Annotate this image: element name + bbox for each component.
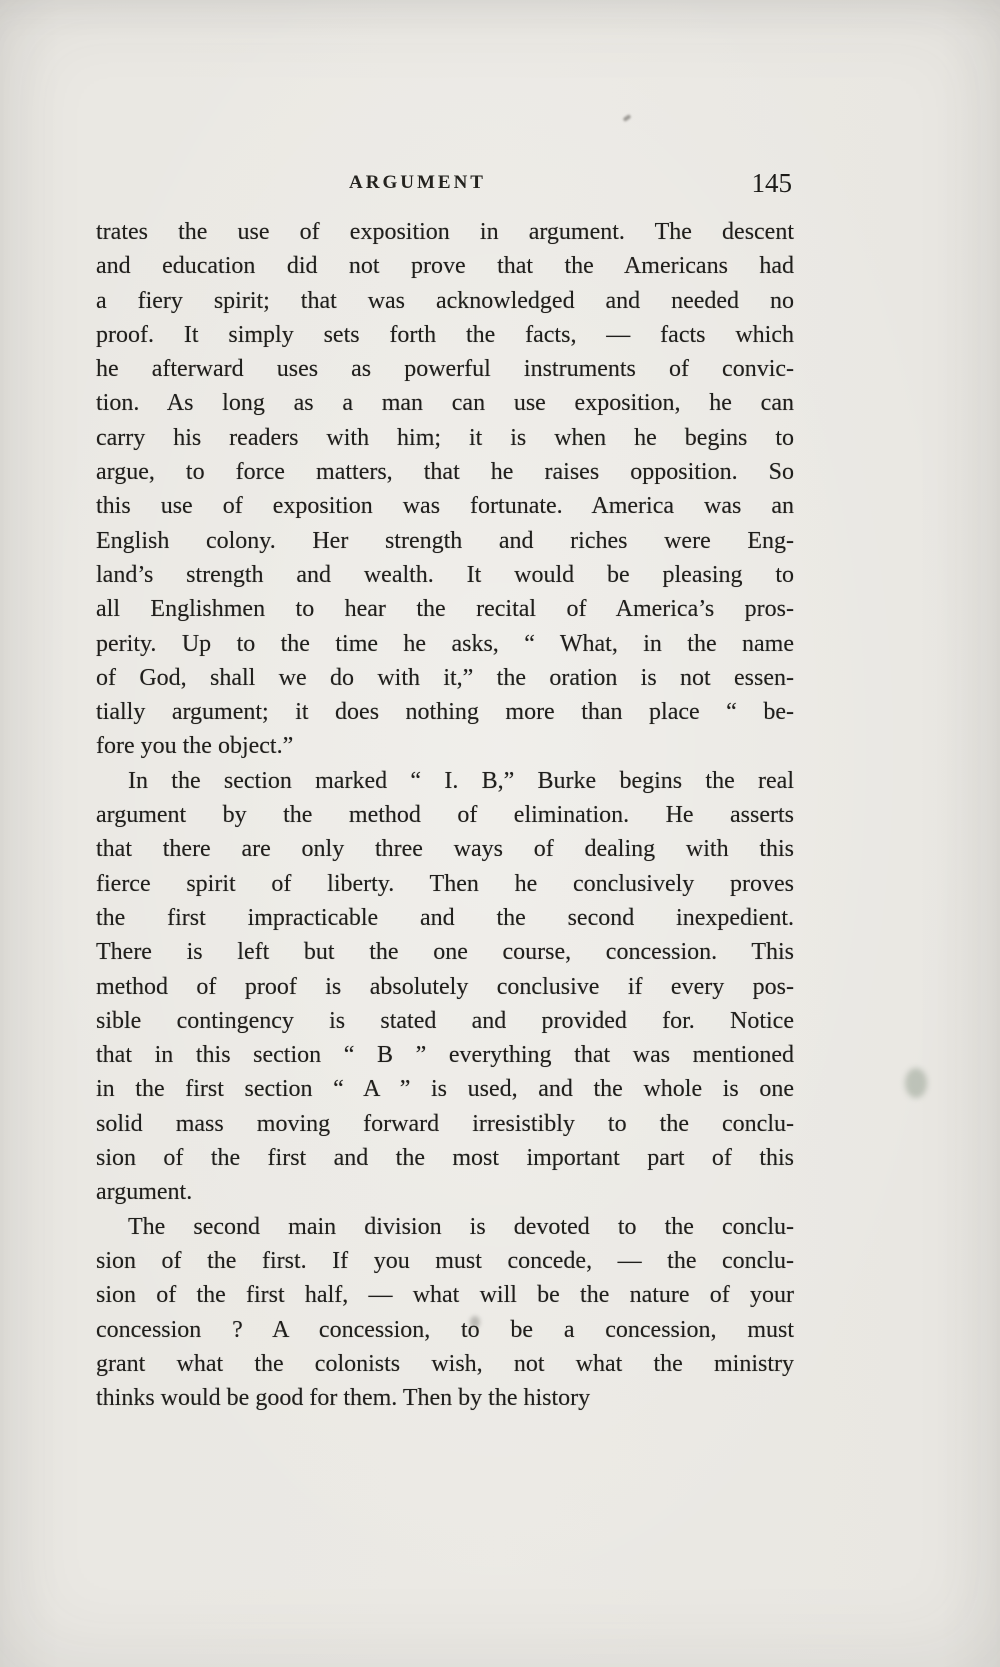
paragraph xyxy=(96,215,794,764)
text-line: perity. Up to the time he asks, “ What, in the name xyxy=(96,630,794,657)
text-line: sible contingency is stated and provided for. Notice xyxy=(96,1007,794,1034)
text-line: carry his readers with him; it is when he begins to xyxy=(96,424,794,451)
text-line: sion of the first and the most important part of this xyxy=(96,1145,794,1172)
text-line: There is left but the one course, concession. This xyxy=(96,939,794,966)
text-line: sion of the first half, — what will be the nature of your xyxy=(96,1282,794,1309)
text-line: all Englishmen to hear the recital of America’s pros- xyxy=(96,596,794,623)
text-line: The second main division is devoted to the conclu- xyxy=(128,1213,794,1240)
text-line: grant what the colonists wish, not what the ministry xyxy=(96,1350,794,1377)
text-line: this use of exposition was fortunate. America was an xyxy=(96,493,794,520)
scan-mark xyxy=(623,114,632,122)
text-line: tially argument; it does nothing more than place “ be- xyxy=(96,699,794,726)
text-line: trates the use of exposition in argument. The descent xyxy=(96,219,794,245)
text-line: that there are only three ways of dealing with this xyxy=(96,836,794,863)
text-line: land’s strength and wealth. It would be pleasing to xyxy=(96,561,794,588)
text-line: English colony. Her strength and riches were Eng- xyxy=(96,527,794,554)
text-line: the first impracticable and the second inexpedient. xyxy=(96,904,794,931)
text-line: proof. It simply sets forth the facts, — facts which xyxy=(96,321,794,348)
text-line: tion. As long as a man can use exposition, he can xyxy=(96,390,794,417)
text-line: concession ? A concession, to be a concession, must xyxy=(96,1316,794,1343)
text-block xyxy=(96,168,794,1415)
text-line: that in this section “ B ” everything that was mentioned xyxy=(96,1042,794,1069)
text-line: In the section marked “ I. B,” Burke begins the real xyxy=(128,767,794,794)
text-line: of God, shall we do with it,” the oration is not essen- xyxy=(96,664,794,691)
text-line: argument by the method of elimination. He asserts xyxy=(96,802,794,829)
scan-smudge xyxy=(905,1068,927,1098)
text-line: argument. xyxy=(96,1179,193,1206)
text-line: and education did not prove that the Americans had xyxy=(96,253,794,280)
text-line: thinks would be good for them. Then by the history xyxy=(96,1385,591,1412)
text-line: he afterward uses as powerful instruments of convic- xyxy=(96,356,794,383)
running-head xyxy=(96,168,794,198)
text-line: sion of the first. If you must concede, — the conclu- xyxy=(96,1247,794,1274)
text-line: fore you the object.” xyxy=(96,733,294,760)
text-line: solid mass moving forward irresistibly to the conclu- xyxy=(96,1110,794,1137)
page-number: 145 xyxy=(751,168,792,198)
text-line: a fiery spirit; that was acknowledged and needed no xyxy=(96,287,794,314)
text-line: in the first section “ A ” is used, and the whole is one xyxy=(96,1076,794,1103)
paragraph xyxy=(96,764,794,1210)
paragraph xyxy=(96,1210,794,1416)
text-line: fierce spirit of liberty. Then he conclusively proves xyxy=(96,870,794,897)
running-head-title: ARGUMENT xyxy=(349,172,486,193)
text-line: argue, to force matters, that he raises opposition. So xyxy=(96,459,794,486)
body-text xyxy=(96,215,794,1415)
text-line: method of proof is absolutely conclusive if every pos- xyxy=(96,973,794,1000)
